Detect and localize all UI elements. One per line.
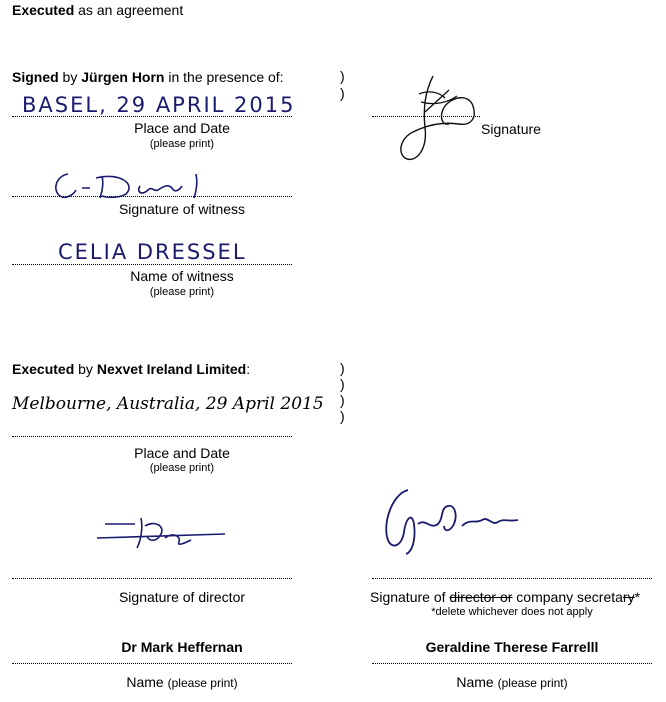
horn-place-date-label: Place and Date <box>134 120 230 136</box>
director-name-label-sub: (please print) <box>167 676 238 690</box>
witness-signature-label: Signature of witness <box>118 201 246 217</box>
document-heading <box>12 2 183 18</box>
horn-place-date-line <box>12 116 292 117</box>
horn-place-date-handwritten: BASEL, 29 APRIL 2015 <box>22 93 296 117</box>
horn-intro-rest: in the presence of: <box>164 69 284 85</box>
secretary-note: *delete whichever does not apply <box>431 606 593 618</box>
secretary-label-mid: company secreta <box>512 589 623 605</box>
horn-intro-signed: Signed <box>12 69 59 85</box>
nexvet-intro-rest: : <box>246 361 251 377</box>
director-signature-label: Signature of director <box>118 589 246 605</box>
heading-rest: as an agreement <box>74 2 184 18</box>
secretary-signature-line <box>372 578 652 579</box>
nexvet-place-date-sub: (please print) <box>149 462 215 474</box>
secretary-label-struck: director or <box>449 589 513 605</box>
nexvet-intro <box>12 361 250 377</box>
secretary-label-struck-2: ry <box>622 589 635 605</box>
horn-intro-by: by <box>58 69 82 85</box>
nexvet-paren-1: ) <box>340 360 345 376</box>
horn-paren-2: ) <box>340 85 345 101</box>
director-name: Dr Mark Heffernan <box>121 639 243 655</box>
secretary-signature-label <box>370 589 640 605</box>
secretary-name-label-text: Name <box>456 674 494 690</box>
secretary-name-line <box>372 663 652 664</box>
nexvet-place-date-line <box>12 436 292 437</box>
nexvet-paren-3: ) <box>340 392 345 408</box>
witness-name-line <box>12 264 292 265</box>
horn-paren-1: ) <box>340 68 345 84</box>
nexvet-intro-by: by <box>74 361 97 377</box>
horn-intro-name: Jürgen Horn <box>81 69 165 85</box>
secretary-label-star: * <box>634 589 641 605</box>
heading-bold: Executed <box>12 2 75 18</box>
nexvet-place-date-value: Melbourne, Australia, 29 April 2015 <box>12 394 324 414</box>
nexvet-paren-2: ) <box>340 376 345 392</box>
secretary-name: Geraldine Therese Farrelll <box>425 639 599 655</box>
nexvet-paren-4: ) <box>340 408 345 424</box>
director-name-line <box>12 663 292 664</box>
horn-place-date-sub: (please print) <box>149 138 215 150</box>
secretary-name-label-sub: (please print) <box>497 676 568 690</box>
director-name-label <box>12 674 352 690</box>
horn-signature-image <box>395 72 485 167</box>
director-signature-line <box>12 578 292 579</box>
horn-signature-label: Signature <box>481 121 541 137</box>
witness-name-handwritten: CELIA DRESSEL <box>58 240 247 264</box>
secretary-name-label <box>372 674 652 690</box>
secretary-signature-image <box>378 484 538 556</box>
nexvet-place-date-label: Place and Date <box>134 445 230 461</box>
horn-intro <box>12 69 284 85</box>
witness-name-sub: (please print) <box>149 286 215 298</box>
director-name-label-text: Name <box>126 674 164 690</box>
secretary-label-prefix: Signature of <box>370 589 450 605</box>
nexvet-intro-executed: Executed <box>12 361 75 377</box>
horn-signature-line <box>372 116 480 117</box>
witness-signature-line <box>12 196 292 197</box>
director-signature-image <box>95 516 235 550</box>
witness-name-label: Name of witness <box>130 268 234 284</box>
nexvet-intro-company: Nexvet Ireland Limited <box>96 361 247 377</box>
